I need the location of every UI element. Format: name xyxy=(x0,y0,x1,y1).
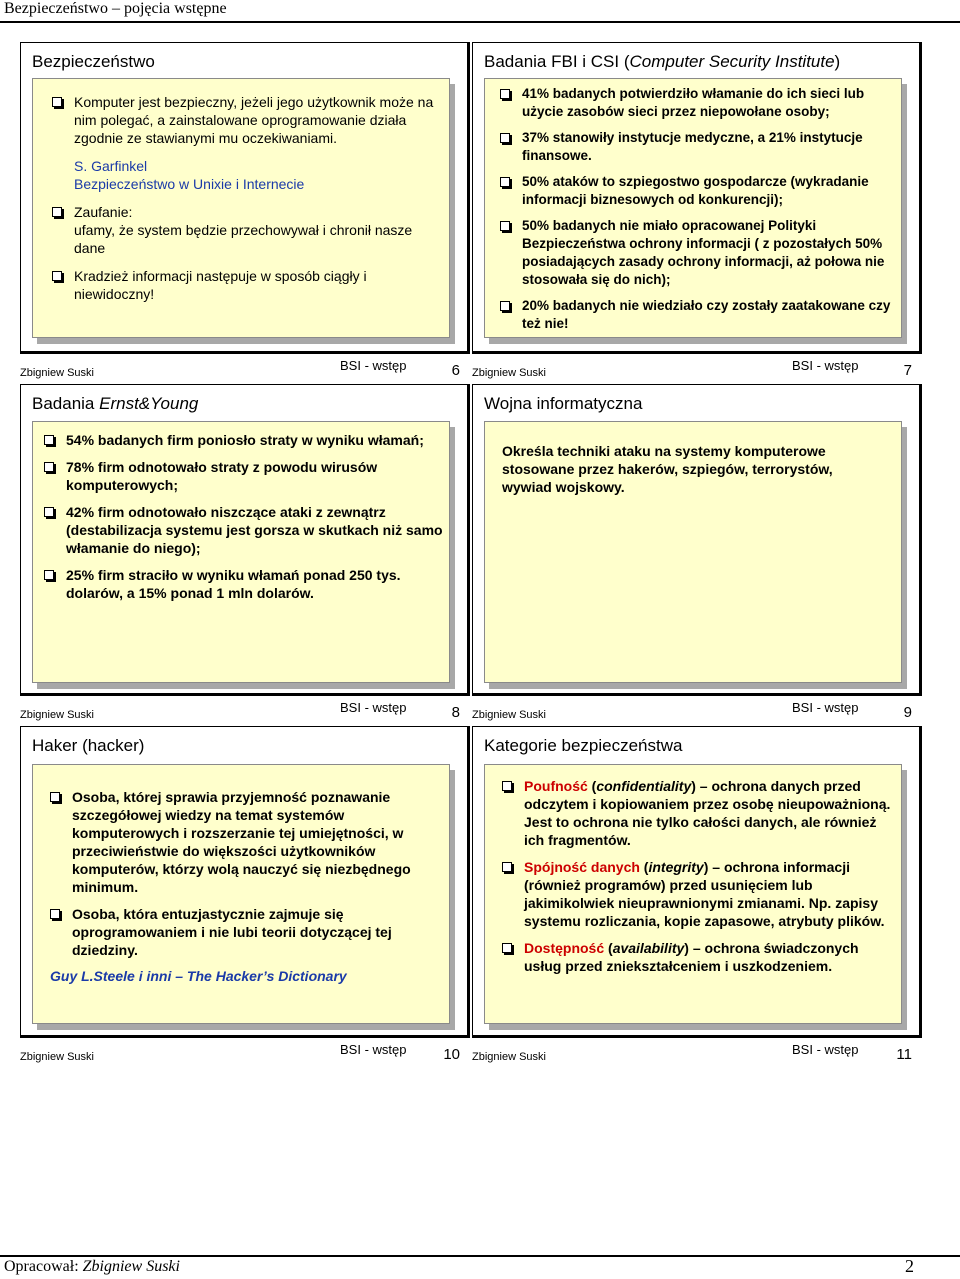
list-item: Osoba, która entuzjastycznie zajmuje się oprogramowaniem i nie lubi teorii dotyczącej tej dziedziny. xyxy=(50,905,440,959)
list-item: 41% badanych potwierdziło włamanie do ich sieci lub użycie zasobów sieci przez niepowołane osoby; xyxy=(500,85,900,121)
slide-footer-author: Zbigniew Suski xyxy=(20,367,94,379)
footer-rule xyxy=(0,1255,960,1257)
slide-8 xyxy=(20,384,470,726)
list-item: 50% badanych nie miało opracowanej Polityki Bezpieczeństwa ochrony informacji ( z pozostałych 50% posiadających zasady ochrony informacji, aż połowa nie stosowała się do nich); xyxy=(500,217,900,289)
checkbox-bullet-icon xyxy=(502,943,512,953)
list-item: 50% ataków to szpiegostwo gospodarcze (wykradanie informacji biznesowych od konkurencji); xyxy=(500,173,900,209)
list-item: 37% stanowiły instytucje medyczne, a 21% instytucje finansowe. xyxy=(500,129,900,165)
slide-footer-course: BSI - wstęp xyxy=(340,358,407,373)
checkbox-bullet-icon xyxy=(502,862,512,872)
list-item: Komputer jest bezpieczny, jeżeli jego użytkownik może na nim polegać, a zainstalowane oprogramowanie działa zgodnie ze stawianymi mu oczekiwaniami. xyxy=(52,93,444,147)
slide-number: 10 xyxy=(443,1046,460,1063)
checkbox-bullet-icon xyxy=(44,507,54,517)
list-item: 20% badanych nie wiedziało czy zostały zaatakowane czy też nie! xyxy=(500,297,900,333)
checkbox-bullet-icon xyxy=(44,570,54,580)
slide-number: 11 xyxy=(896,1046,912,1063)
list-item-continuation: ufamy, że system będzie przechowywał i chronił nasze dane xyxy=(74,222,413,256)
slide-10 xyxy=(20,726,470,1068)
slide-footer-author: Zbigniew Suski xyxy=(472,1051,546,1063)
paragraph: Określa techniki ataku na systemy komputerowe stosowane przez hakerów, szpiegów, terrorystów, wywiad wojskowy. xyxy=(502,443,833,495)
content-list xyxy=(50,788,440,985)
slide-footer-course: BSI - wstęp xyxy=(792,358,859,373)
slide-footer-author: Zbigniew Suski xyxy=(472,367,546,379)
list-item: 54% badanych firm poniosło straty w wyniku włamań; xyxy=(44,431,448,449)
list-item: 25% firm straciło w wyniku włamań ponad 250 tys. dolarów, a 15% ponad 1 mln dolarów. xyxy=(44,566,448,602)
slide-6 xyxy=(20,42,470,384)
quote-author: S. Garfinkel xyxy=(74,158,148,174)
checkbox-bullet-icon xyxy=(44,435,54,445)
content-list xyxy=(52,93,444,313)
checkbox-bullet-icon xyxy=(52,97,62,107)
checkbox-bullet-icon xyxy=(500,177,510,187)
checkbox-bullet-icon xyxy=(50,792,60,802)
quote-block xyxy=(52,157,444,193)
slide-title: Haker (hacker) xyxy=(32,736,145,755)
slide-11 xyxy=(472,726,922,1068)
document-footer-author: Opracował: Zbigniew Suski xyxy=(4,1258,180,1275)
list-item-confidentiality: Poufność (confidentiality) – ochrona danych przed odczytem i kopiowaniem przez osobę nieupoważnioną. Jest to ochrona nie tylko całości danych, ale również ich fragmentów. xyxy=(502,777,894,849)
citation: Guy L.Steele i inni – The Hacker’s Dictionary xyxy=(50,968,347,984)
slide-footer-course: BSI - wstęp xyxy=(340,1042,407,1057)
checkbox-bullet-icon xyxy=(50,909,60,919)
quote-title: Bezpieczeństwo w Unixie i Internecie xyxy=(74,176,305,192)
document-page-number: 2 xyxy=(905,1256,914,1276)
checkbox-bullet-icon xyxy=(500,221,510,231)
checkbox-bullet-icon xyxy=(52,207,62,217)
list-item-integrity: Spójność danych (integrity) – ochrona informacji (również programów) przed usunięciem lub jakimikolwiek nieuprawnionymi zmianami. Np. zapisy systemu rozliczania, kopie zapasowe, atrybuty plików. xyxy=(502,858,894,930)
slide-7 xyxy=(472,42,922,384)
slide-number: 8 xyxy=(451,704,460,721)
checkbox-bullet-icon xyxy=(52,271,62,281)
slide-footer-course: BSI - wstęp xyxy=(792,700,859,715)
checkbox-bullet-icon xyxy=(500,301,510,311)
checkbox-bullet-icon xyxy=(502,781,512,791)
slide-9 xyxy=(472,384,922,726)
checkbox-bullet-icon xyxy=(44,462,54,472)
list-item-availability: Dostępność (availability) – ochrona świadczonych usług przed zniekształceniem i uszkodzeniem. xyxy=(502,939,894,975)
slide-title: Badania Ernst&Young xyxy=(32,394,199,413)
list-item: Zaufanie: xyxy=(52,203,444,221)
header-rule xyxy=(0,21,960,23)
list-item: Osoba, której sprawia przyjemność poznawanie szczegółowej wiedzy na temat systemów komputerowych i rozszerzanie tej umiejętności, w przeciwieństwie do większości użytkowników komputerów, którzy wolą nauczyć się niezbędnego minimum. xyxy=(50,788,440,896)
content-list xyxy=(502,777,894,975)
content-list xyxy=(44,431,448,602)
slide-footer-author: Zbigniew Suski xyxy=(472,709,546,721)
checkbox-bullet-icon xyxy=(500,89,510,99)
checkbox-bullet-icon xyxy=(500,133,510,143)
document-header-title: Bezpieczeństwo – pojęcia wstępne xyxy=(4,0,227,17)
slide-title: Kategorie bezpieczeństwa xyxy=(484,736,683,755)
slide-title: Wojna informatyczna xyxy=(484,394,643,413)
slide-footer-course: BSI - wstęp xyxy=(792,1042,859,1057)
slide-number: 9 xyxy=(903,704,912,721)
slide-footer-author: Zbigniew Suski xyxy=(20,1051,94,1063)
content-list xyxy=(500,85,900,333)
slide-number: 6 xyxy=(451,362,460,379)
list-item: Kradzież informacji następuje w sposób ciągły i niewidoczny! xyxy=(52,267,444,303)
list-item: 78% firm odnotowało straty z powodu wirusów komputerowych; xyxy=(44,458,448,494)
slide-title: Badania FBI i CSI (Computer Security Institute) xyxy=(484,52,841,71)
slide-title: Bezpieczeństwo xyxy=(32,52,155,71)
slide-footer-author: Zbigniew Suski xyxy=(20,709,94,721)
list-item: 42% firm odnotowało niszczące ataki z zewnątrz (destabilizacja systemu jest gorsza w skutkach niż samo włamanie do niego); xyxy=(44,503,448,557)
slide-number: 7 xyxy=(903,362,912,379)
slide-footer-course: BSI - wstęp xyxy=(340,700,407,715)
